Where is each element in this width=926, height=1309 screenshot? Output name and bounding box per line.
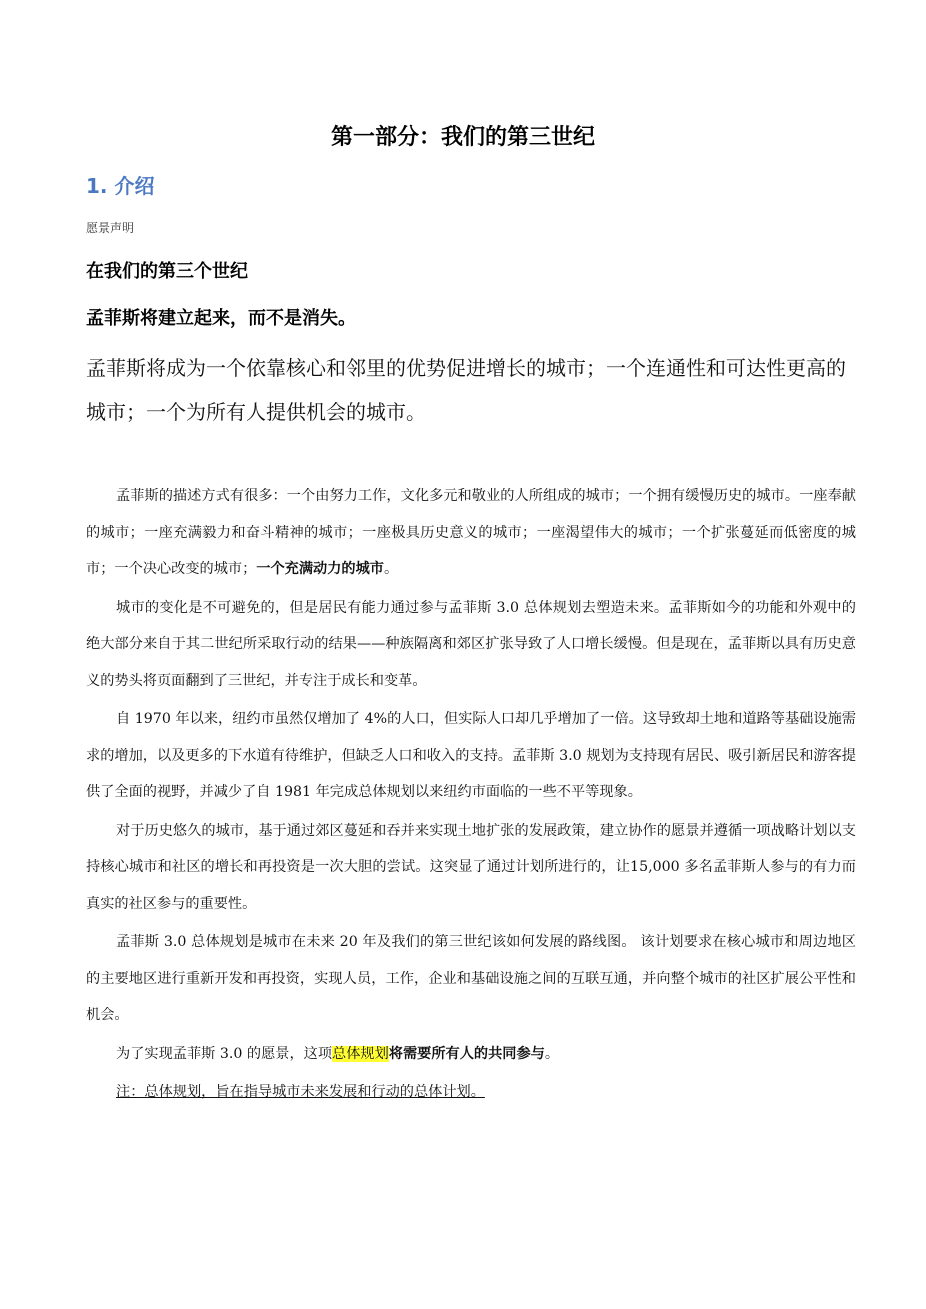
footnote: 注：总体规划，旨在指导城市未来发展和行动的总体计划。: [116, 1084, 485, 1100]
paragraph-1: [86, 478, 856, 588]
paragraph-1-bold: 一个充满动力的城市: [256, 561, 384, 577]
paragraph-1-end: 。: [383, 561, 399, 577]
body-text: [86, 478, 856, 1113]
paragraph-5: 孟菲斯 3.0 总体规划是城市在未来 20 年及我们的第三世纪该如何发展的路线图。 该计划要求在核心城市和周边地区的主要地区进行重新开发和再投资，实现人员，工作，企业和基础设施之间的互联互通，并向整个城市的社区扩展公平性和机会。: [86, 934, 856, 1023]
paragraph-6-end: 。: [544, 1045, 560, 1062]
paragraph-1-text: 孟菲斯的描述方式有很多：一个由努力工作，文化多元和敬业的人所组成的城市；一个拥有缓慢历史的城市。一座奉献的城市；一座充满毅力和奋斗精神的城市；一座极具历史意义的城市；一座渴望伟大的城市；一个扩张蔓延而低密度的城市；一个决心改变的城市；: [86, 488, 856, 577]
vision-label: 愿景声明: [86, 221, 135, 235]
section-heading: 1. 介绍: [86, 174, 155, 198]
vision-line-2: 孟菲斯将建立起来，而不是消失。: [86, 308, 356, 329]
paragraph-6: [86, 1036, 856, 1073]
highlighted-term: 总体规划: [332, 1045, 389, 1062]
paragraph-6-bold: 将需要所有人的共同参与: [388, 1045, 545, 1062]
paragraph-6-text: 为了实现孟菲斯 3.0 的愿景，这项: [116, 1045, 333, 1062]
vision-line-1: 在我们的第三个世纪: [86, 261, 248, 282]
vision-statement: 孟菲斯将成为一个依靠核心和邻里的优势促进增长的城市；一个连通性和可达性更高的城市；一个为所有人提供机会的城市。: [86, 356, 846, 424]
paragraph-4: 对于历史悠久的城市，基于通过郊区蔓延和吞并来实现土地扩张的发展政策，建立协作的愿景并遵循一项战略计划以支持核心城市和社区的增长和再投资是一次大胆的尝试。这突显了通过计划所进行的，让15,000 多名孟菲斯人参与的有力而真实的社区参与的重要性。: [86, 822, 856, 912]
paragraph-2: 城市的变化是不可避免的，但是居民有能力通过参与孟菲斯 3.0 总体规划去塑造未来。孟菲斯如今的功能和外观中的绝大部分来自于其二世纪所采取行动的结果——种族隔离和郊区扩张导致了人口增长缓慢。但是现在，孟菲斯以具有历史意义的势头将页面翻到了三世纪，并专注于成长和变革。: [86, 599, 856, 689]
paragraph-3: 自 1970 年以来，纽约市虽然仅增加了 4%的人口，但实际人口却几乎增加了一倍。这导致却土地和道路等基础设施需求的增加，以及更多的下水道有待维护，但缺乏人口和收入的支持。孟菲斯 3.0 规划为支持现有居民、吸引新居民和游客提供了全面的视野，并减少了自 1981 年完成总体规划以来纽约市面临的一些不平等现象。: [86, 711, 856, 800]
part-title: 第一部分：我们的第三世纪: [330, 125, 595, 150]
